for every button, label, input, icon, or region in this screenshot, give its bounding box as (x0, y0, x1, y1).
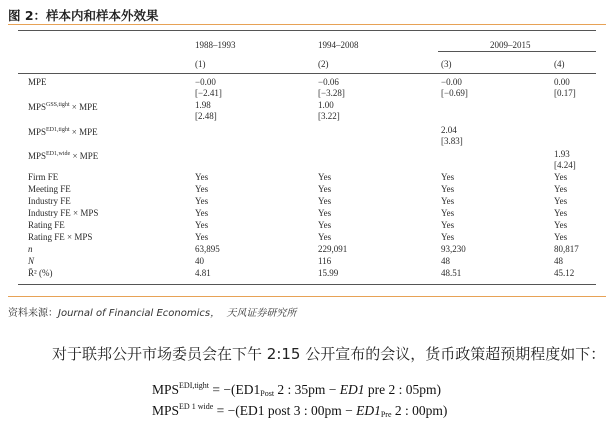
equation-tight: $MPS^{EDI,tight} = -(ED1_{Post}$ 2 : 35pm − ED1 pre 2 : 05pm) (152, 381, 442, 398)
value: Yes (554, 232, 568, 242)
header-bottom-rule (18, 73, 596, 74)
row-label-r-squared: R̄² (%) (28, 268, 53, 278)
value: Yes (318, 232, 332, 242)
value: [4.24] (554, 160, 576, 170)
row-label-n-obs: n (28, 244, 33, 254)
column-number-3: (3) (441, 59, 452, 69)
body-paragraph: 对于联邦公开市场委员会在下午 2:15 公开宣布的会议，货币政策超预期程度如下： (52, 345, 606, 363)
row-label-rating-fe: Rating FE (28, 220, 65, 230)
value: [−0.69] (441, 88, 468, 98)
row-label-industry-fe: Industry FE (28, 196, 71, 206)
value: 1.93 (554, 149, 570, 159)
value: [0.17] (554, 88, 576, 98)
table-top-rule (18, 30, 596, 31)
value: Yes (195, 172, 209, 182)
value: Yes (318, 196, 332, 206)
value: 48 (554, 256, 563, 266)
row-label-industry-fe-mps: Industry FE × MPS (28, 208, 99, 218)
value: −0.00 (195, 77, 216, 87)
value: Yes (195, 232, 209, 242)
value: [−2.41] (195, 88, 222, 98)
value: Yes (441, 196, 455, 206)
value: Yes (554, 184, 568, 194)
period-header-1: 1988–1993 (195, 40, 236, 50)
row-label-mpe: MPE (28, 77, 47, 87)
row-label-firm-fe: Firm FE (28, 172, 59, 182)
value: 2.04 (441, 125, 457, 135)
value: Yes (318, 220, 332, 230)
value: Yes (318, 208, 332, 218)
value: 4.81 (195, 268, 211, 278)
value: 48.51 (441, 268, 462, 278)
equation-wide: $MPS^{ED 1 wide} = -(ED1$ post 3 : $00pm - ED1_{Pre}$ 2 : 00pm) (152, 402, 448, 419)
value: Yes (318, 184, 332, 194)
source-note: 资料来源：Journal of Financial Economics， 天风证券研究所 (8, 308, 297, 319)
value: 0.00 (554, 77, 570, 87)
value: Yes (441, 184, 455, 194)
value: −0.00 (441, 77, 462, 87)
value: Yes (195, 196, 209, 206)
value: Yes (554, 196, 568, 206)
column-number-1: (1) (195, 59, 206, 69)
bottom-rule (8, 296, 606, 297)
value: Yes (554, 208, 568, 218)
table-bottom-rule (18, 284, 596, 285)
value: [3.83] (441, 136, 463, 146)
column-number-4: (4) (554, 59, 565, 69)
value: 93,230 (441, 244, 466, 254)
value: Yes (318, 172, 332, 182)
row-label-mps-gss-tight: $MPS^{GSS,tight}$ × MPE (28, 102, 98, 112)
value: Yes (554, 172, 568, 182)
period-underline-3 (438, 51, 596, 52)
results-table (18, 30, 596, 290)
period-header-2: 1994–2008 (318, 40, 359, 50)
value: [3.22] (318, 111, 340, 121)
value: Yes (441, 208, 455, 218)
value: 80,817 (554, 244, 579, 254)
value: 229,091 (318, 244, 348, 254)
value: −0.06 (318, 77, 339, 87)
value: 45.12 (554, 268, 575, 278)
value: 116 (318, 256, 332, 266)
value: Yes (554, 220, 568, 230)
row-label-mps-ed1-wide: $MPS^{ED1,wide}$ × MPE (28, 151, 99, 161)
row-label-n-meetings: N (28, 256, 35, 266)
value: 63,895 (195, 244, 220, 254)
value: Yes (441, 220, 455, 230)
figure-title: 图 2：样本内和样本外效果 (8, 8, 159, 23)
value: [−3.28] (318, 88, 345, 98)
row-label-rating-fe-mps: Rating FE × MPS (28, 232, 93, 242)
value: 1.98 (195, 100, 211, 110)
period-header-3: 2009–2015 (490, 40, 531, 50)
row-label-meeting-fe: Meeting FE (28, 184, 71, 194)
value: Yes (195, 208, 209, 218)
column-number-2: (2) (318, 59, 329, 69)
value: Yes (195, 220, 209, 230)
top-rule (8, 24, 606, 25)
value: 1.00 (318, 100, 334, 110)
value: Yes (195, 184, 209, 194)
value: 48 (441, 256, 450, 266)
row-label-mps-ed1-tight: $MPS^{ED1,tight}$ × MPE (28, 127, 98, 137)
value: [2.48] (195, 111, 217, 121)
value: Yes (441, 172, 455, 182)
value: Yes (441, 232, 455, 242)
value: 40 (195, 256, 204, 266)
value: 15.99 (318, 268, 339, 278)
